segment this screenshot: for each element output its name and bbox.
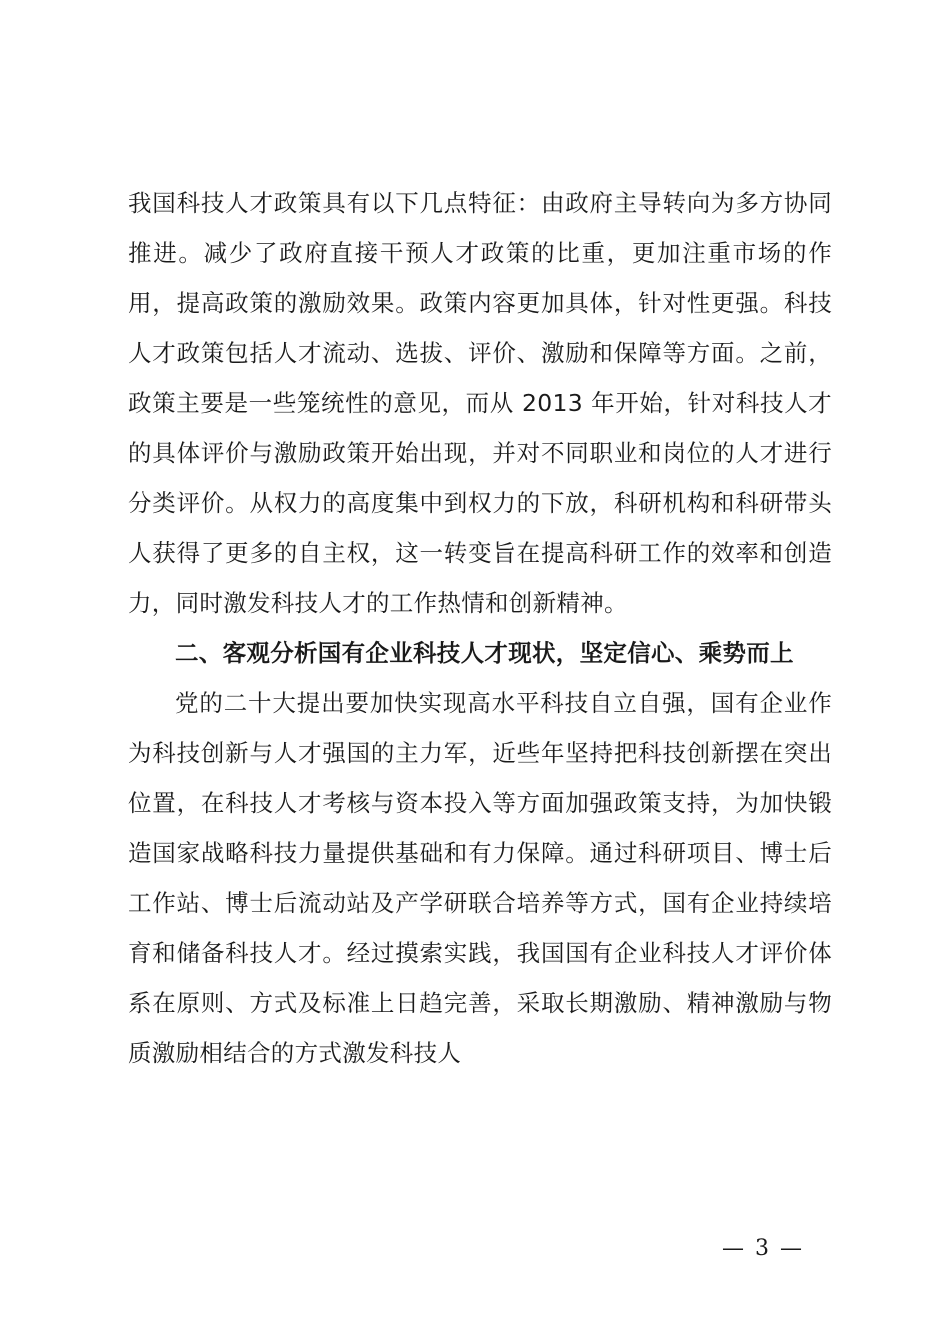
paragraph-soe-talent-status: 党的二十大提出要加快实现高水平科技自立自强，国有企业作为科技创新与人才强国的主力军，近些年坚持把科技创新摆在突出位置，在科技人才考核与资本投入等方面加强政策支持，为加快锻造国家战略科技力量提供基础和有力保障。通过科研项目、博士后工作站、博士后流动站及产学研联合培养等方式，国有企业持续培育和储备科技人才。经过摸索实践，我国国有企业科技人才评价体系在原则、方式及标准上日趋完善，采取长期激励、精神激励与物质激励相结合的方式激发科技人 bbox=[128, 689, 832, 1067]
section-heading-two: 二、客观分析国有企业科技人才现状，坚定信心、乘势而上 bbox=[175, 639, 794, 667]
page-number: — 3 — bbox=[722, 1236, 804, 1261]
document-body bbox=[128, 178, 832, 1078]
paragraph-talent-policy-features: 我国科技人才政策具有以下几点特征：由政府主导转向为多方协同推进。减少了政府直接干预人才政策的比重，更加注重市场的作用，提高政策的激励效果。政策内容更加具体，针对性更强。科技人才政策包括人才流动、选拔、评价、激励和保障等方面。之前，政策主要是一些笼统性的意见，而从 2013 年开始，针对科技人才的具体评价与激励政策开始出现，并对不同职业和岗位的人才进行分类评价。从权力的高度集中到权力的下放，科研机构和科研带头人获得了更多的自主权，这一转变旨在提高科研工作的效率和创造力，同时激发科技人才的工作热情和创新精神。 bbox=[128, 189, 832, 617]
